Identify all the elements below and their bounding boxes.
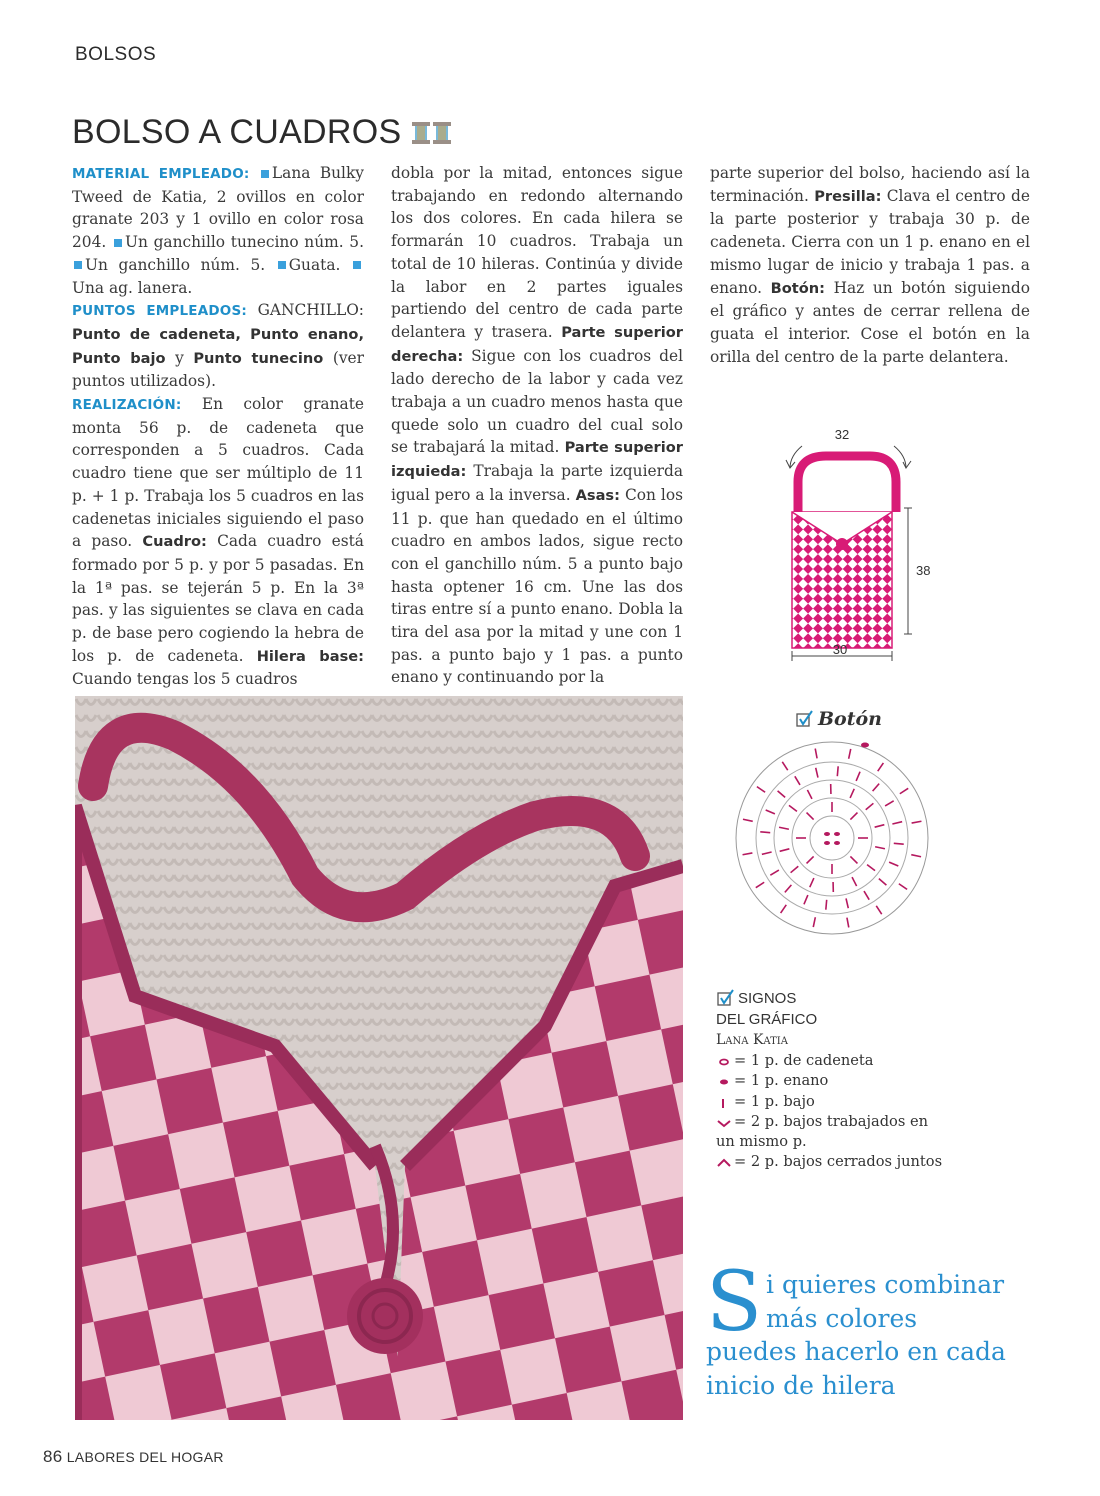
boton-chart-header [795,708,882,730]
page-footer [43,1447,224,1467]
asas-label: Asas: [575,486,620,504]
stitch-mark [743,819,753,821]
stitch-mark [864,891,869,900]
stitch-mark [781,905,787,913]
cuadro-label: Cuadro: [142,533,207,551]
dimension-bottom: 30 [832,642,848,657]
hilera-text: Cuando tengas los 5 cuadros [72,670,298,689]
stitch-mark [762,852,772,854]
stitch-mark [878,763,884,771]
single-crochet-symbol-icon [716,1092,734,1110]
material-text-5: Una ag. lanera. [72,278,193,297]
puntos-y: y [175,348,184,367]
legend-item-text: = 1 p. bajo [734,1092,815,1110]
stitch-mark [867,865,875,871]
material-text-2: Un ganchillo tunecino núm. 5. [124,233,364,252]
bullet-square-icon [353,261,361,269]
increase-symbol-icon [716,1112,734,1130]
stitch-mark [873,784,880,792]
difficulty-spools-icon [410,120,454,146]
stitch-mark [795,776,800,785]
bullet-square-icon [261,170,269,178]
column-3-paragraph [710,162,1030,368]
chain-stitch-symbol-icon [716,1051,734,1069]
stitch-mark [766,810,775,814]
legend-heading [716,988,976,1009]
stitch-mark [876,906,881,914]
material-text-1: Lana Bulky Tweed de Katia, 2 ovillos en color granate 203 y 1 ovillo en color rosa 204. [72,164,365,252]
legend-item-decrease [716,1152,976,1172]
boton-crochet-chart [732,738,932,938]
page-title [72,113,454,152]
pull-quote-initial: S [706,1255,763,1350]
psd-label: Parte superior derecha: [391,323,683,365]
pull-quote-line-2: más colores [766,1303,918,1333]
stitch-mark [852,877,857,886]
legend-brand: Lana Katia [716,1032,788,1048]
column-2-paragraph [391,162,683,689]
stitch-mark [885,801,894,806]
boton-chart-title: Botón [818,708,882,730]
legend-title-1: SIGNOS [738,990,797,1007]
stitch-mark [892,822,902,824]
stitch-mark [782,762,787,770]
stitch-mark [849,749,851,759]
stitch-mark [875,825,885,827]
stitch-mark [743,853,753,855]
stitch-mark [810,878,814,887]
presilla-text: Clava el centro de la parte posterior y trabaja 30 p. de cadeneta. Cierra con un 1 p. enano en el mismo lugar de inicio y trabaja 1 pas. a enano. [710,186,1030,297]
stitch-mark [760,832,770,833]
psd-text: Sigue con los cuadros del lado derecho de la labor y cada vez trabaja a un cuadro menos hasta que quede solo un cuadro del cual solo se trabajará la mitad. [391,346,683,457]
stitch-mark [850,856,857,863]
chart-legend [716,988,976,1173]
puntos-paragraph [72,299,364,393]
puntos-bold-2: Punto tunecino [193,349,324,367]
realizacion-label: REALIZACIÓN: [72,397,182,414]
slip-stitch-symbol-icon [716,1071,734,1089]
bullet-square-icon [74,261,82,269]
legend-item-cadeneta [716,1051,976,1071]
presilla-label: Presilla: [814,187,882,205]
legend-item-enano [716,1071,976,1091]
stitch-mark [846,898,848,908]
pull-quote-line-1: i quieres combinar [766,1270,1005,1299]
stitch-mark [816,768,818,778]
stitch-mark [899,884,907,890]
bullet-square-icon [114,239,122,247]
stitch-mark [807,790,812,799]
stitch-mark [791,866,799,872]
material-label: MATERIAL EMPLEADO: [72,166,250,182]
stitch-mark [911,855,921,857]
stitch-mark [813,917,815,927]
bag-photo-illustration [75,696,683,1420]
magazine-name: LABORES DEL HOGAR [66,1449,224,1465]
page-title-text: BOLSO A CUADROS [72,113,402,151]
decrease-symbol-icon [716,1152,734,1170]
stitch-mark [850,789,854,798]
bag-dimension-diagram [772,420,932,670]
stitch-mark [912,821,922,823]
puntos-label: PUNTOS EMPLEADOS: [72,303,247,320]
stitch-mark [826,900,827,910]
stitch-mark [779,827,789,829]
stitch-mark [837,766,838,776]
material-text-4: Guata. [288,255,341,274]
stitch-mark [757,787,765,793]
stitch-mark [807,856,814,863]
realizacion-text: En color granate monta 56 p. de cadeneta que corresponden a 5 cuadros. Cada cuadro tiene que ser múltiplo de 11 p. + 1 p. Trabaja los 5 cuadros en las cadenetas iniciales siguiendo el paso a paso. [72,395,364,551]
stitch-mark [866,803,874,809]
checkbox-tick-icon [716,988,736,1008]
stitch-mark [875,847,885,849]
bullet-square-icon [278,261,286,269]
col2-text-1: dobla por la mitad, entonces sigue trabajando en redondo alternando los dos colores. En cada hilera se formarán 10 cuadros. Trabaja un total de 10 hileras. Continúa y divide la labor en 2 partes iguales partiendo del centro de cada parte delantera y trasera. [391,164,683,341]
legend-item-text: = 2 p. bajos cerrados juntos [734,1153,943,1171]
stitch-mark [807,813,814,820]
material-paragraph [72,162,364,299]
stitch-mark [894,843,904,844]
page-number: 86 [43,1447,63,1466]
stitch-mark [900,788,908,793]
checkbox-tick-icon [795,709,815,729]
dimension-top: 32 [834,427,850,442]
puntos-text: GANCHILLO: [257,301,364,320]
pull-quote [706,1255,1046,1402]
asas-text: Con los 11 p. que han quedado en el último cuadro en ambos lados, sigue recto con el ganchillo núm. 5 a punto bajo hasta optener 16 cm. Une las dos tiras entre sí a punto enano. Dobla la tira del asa por la mitad y une con 1 pas. a punto bajo y 1 pas. a punto enano y continuando por la [391,485,683,687]
stitch-mark [785,885,792,893]
legend-item-bajo [716,1092,976,1112]
stitch-mark [780,849,790,851]
legend-item-text: = 1 p. enano [734,1072,829,1090]
dimension-side: 38 [916,563,931,578]
stitch-mark [847,918,849,928]
section-label: BOLSOS [75,44,157,65]
stitch-mark [804,895,808,904]
realizacion-paragraph [72,393,364,691]
stitch-mark [778,791,786,798]
legend-title-2: DEL GRÁFICO [716,1011,818,1028]
legend-item-text: = 1 p. de cadeneta [734,1052,874,1069]
stitch-mark [756,882,764,887]
boton-label: Botón: [770,279,825,297]
stitch-mark [850,813,857,820]
psi-label: Parte superior izquieda: [391,439,683,481]
hilera-label: Hilera base: [256,647,364,665]
material-text-3: Un ganchillo núm. 5. [85,255,266,274]
stitch-mark [789,805,797,811]
stitch-mark [879,879,887,886]
legend-item-text: = 2 p. bajos trabajados en [734,1112,928,1130]
puntos-bold: Punto de cadeneta, Punto enano, Punto bajo [72,325,364,367]
psi-text: Trabaja la parte izquierda igual pero a la inversa. [391,462,683,504]
stitch-mark [889,862,898,866]
bag-photo [75,696,683,1420]
column-1 [72,162,364,691]
pull-quote-line-3: puedes hacerlo en cada [706,1337,1006,1366]
column-2 [391,162,683,689]
pull-quote-line-4: inicio de hilera [706,1370,896,1400]
cuadro-text: Cada cuadro está formado por 5 p. y por 5 pasadas. En la 1ª pas. se tejerán 5 p. En la 3ª pas. y las siguientes se clava en cada p. de base pero cogiendo la hebra de los p. de cadeneta. [72,532,364,665]
stitch-mark [770,870,779,875]
legend-item-increase [716,1112,976,1132]
stitch-mark [815,749,817,759]
col3-text-1: parte superior del bolso, haciendo así la terminación. [710,164,1030,205]
stitch-mark [856,772,860,781]
puntos-end: (ver puntos utilizados). [72,348,364,391]
column-3 [710,162,1030,368]
legend-item-continuation: un mismo p. [716,1133,807,1151]
boton-text: Haz un botón siguiendo el gráfico y antes de cerrar rellena de guata el interior. Cose el botón en la orilla del centro de la parte delantera. [710,278,1030,366]
